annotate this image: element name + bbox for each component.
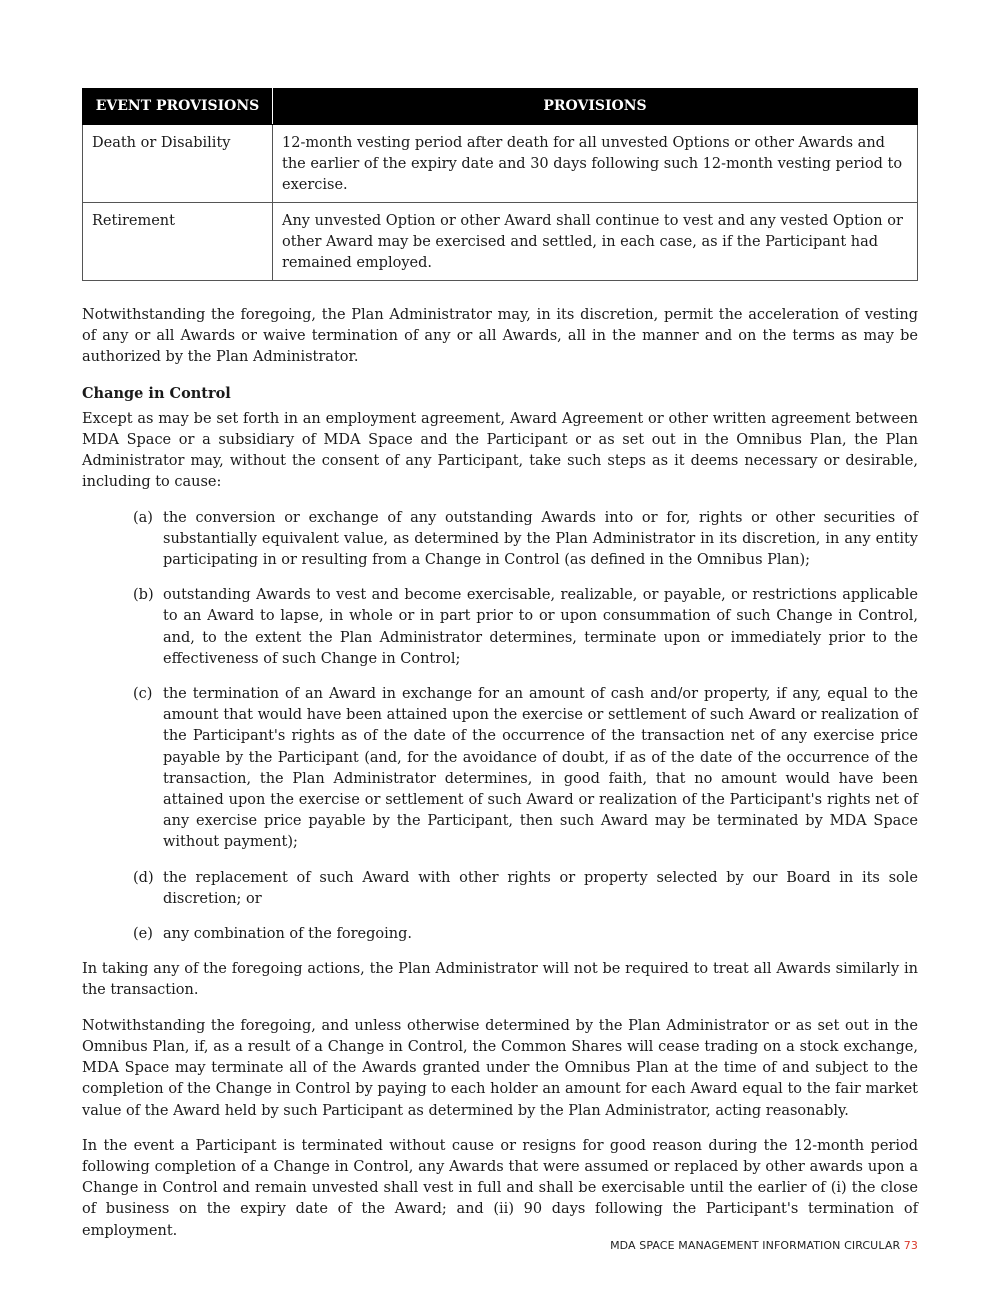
list-item xyxy=(82,585,918,670)
list-item-text: the conversion or exchange of any outstanding Awards into or for, rights or other securities of substantially equivalent value, as determined by the Plan Administrator in its discretion, in any entity participating in or resulting from a Change in Control (as defined in the Omnibus Plan); xyxy=(163,509,918,569)
event-provisions-table xyxy=(82,88,918,281)
document-page xyxy=(82,88,918,1242)
column-header-event: EVENT PROVISIONS xyxy=(83,89,273,125)
list-item-label: (d) xyxy=(133,869,154,886)
list-item xyxy=(82,868,918,910)
section-intro-paragraph: Except as may be set forth in an employment agreement, Award Agreement or other written agreement between MDA Space or a subsidiary of MDA Space and the Participant or as set out in the Omnibus Plan, the Plan Administrator may, without the consent of any Participant, take such steps as it deems necessary or desirable, including to cause: xyxy=(82,410,918,491)
body-paragraph: In taking any of the foregoing actions, the Plan Administrator will not be required to treat all Awards similarly in the transaction. xyxy=(82,961,918,999)
provision-cell: Any unvested Option or other Award shall continue to vest and any vested Option or other Award may be exercised and settled, in each case, as if the Participant had remained employed. xyxy=(273,203,918,281)
list-item xyxy=(82,684,918,854)
list-item xyxy=(82,508,918,572)
intro-paragraph: Notwithstanding the foregoing, the Plan Administrator may, in its discretion, permit the acceleration of vesting of any or all Awards or waive termination of any or all Awards, all in the manner and on the terms as may be authorized by the Plan Administrator. xyxy=(82,307,918,366)
section-heading: Change in Control xyxy=(82,384,231,402)
body-paragraph: Notwithstanding the foregoing, and unless otherwise determined by the Plan Administrator or as set out in the Omnibus Plan, if, as a result of a Change in Control, the Common Shares will cease trading on a stock exchange, MDA Space may terminate all of the Awards granted under the Omnibus Plan at the time of and subject to the completion of the Change in Control by paying to each holder an amount for each Award equal to the fair market value of the Award held by such Participant as determined by the Plan Administrator, acting reasonably. xyxy=(82,1017,918,1119)
footer-title: MDA SPACE MANAGEMENT INFORMATION CIRCULAR xyxy=(610,1239,901,1252)
column-header-provisions: PROVISIONS xyxy=(273,89,918,125)
list-item-text: outstanding Awards to vest and become exercisable, realizable, or payable, or restrictions applicable to an Award to lapse, in whole or in part prior to or upon consummation of such Change in Control, and, to the extent the Plan Administrator determines, terminate upon or immediately prior to the effectiveness of such Change in Control; xyxy=(163,587,918,667)
list-item-label: (a) xyxy=(133,509,153,526)
table-row xyxy=(83,125,918,203)
provision-list xyxy=(82,508,918,946)
list-item-label: (e) xyxy=(133,926,153,943)
list-item-label: (c) xyxy=(133,686,153,703)
list-item-text: the termination of an Award in exchange for an amount of cash and/or property, if any, equal to the amount that would have been attained upon the exercise or settlement of such Award or realization of the Participant's rights as of the date of the occurrence of the transaction net of any exercise price payable by the Participant (and, for the avoidance of doubt, if as of the date of the occurrence of the transaction, the Plan Administrator determines, in good faith, that no amount would have been attained upon the exercise or settlement of such Award or realization of the Participant's rights net of any exercise price payable by the Participant, then such Award may be terminated by MDA Space without payment); xyxy=(163,686,918,851)
body-paragraph: In the event a Participant is terminated without cause or resigns for good reason during the 12-month period following completion of a Change in Control, any Awards that were assumed or replaced by other awards upon a Change in Control and remain unvested shall vest in full and shall be exercisable until the earlier of (i) the close of business on the expiry date of the Award; and (ii) 90 days following the Participant's termination of employment. xyxy=(82,1137,918,1239)
list-item xyxy=(82,924,918,945)
page-number: 73 xyxy=(903,1239,918,1252)
list-item-text: any combination of the foregoing. xyxy=(163,926,412,943)
page-footer xyxy=(610,1239,918,1252)
event-cell: Retirement xyxy=(83,203,273,281)
list-item-text: the replacement of such Award with other rights or property selected by our Board in its sole discretion; or xyxy=(163,869,918,907)
table-header-row xyxy=(83,89,918,125)
table-row xyxy=(83,203,918,281)
provision-cell: 12-month vesting period after death for all unvested Options or other Awards and the earlier of the expiry date and 30 days following such 12-month vesting period to exercise. xyxy=(273,125,918,203)
list-item-label: (b) xyxy=(133,587,154,604)
event-cell: Death or Disability xyxy=(83,125,273,203)
